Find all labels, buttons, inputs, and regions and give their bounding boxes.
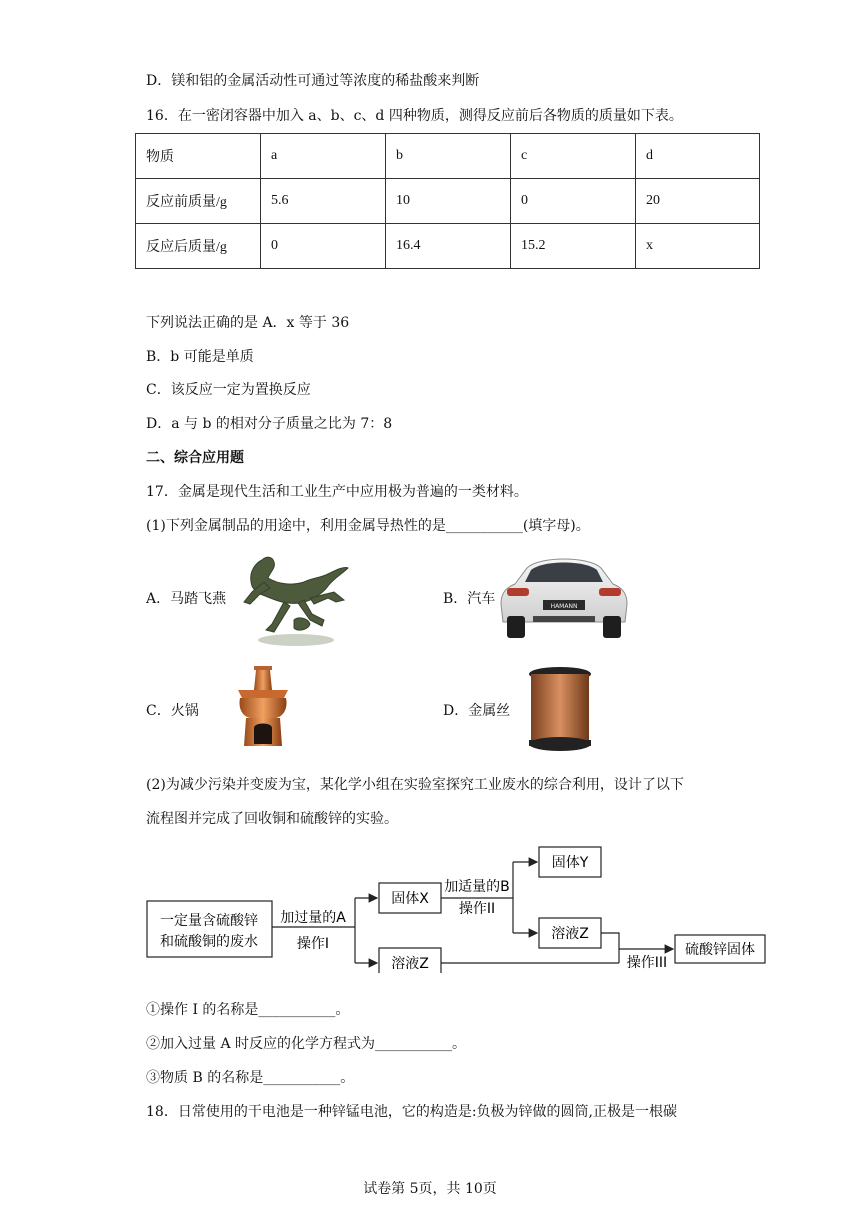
table-cell: x <box>636 224 760 269</box>
option-d-label: D．金属丝 <box>443 703 511 719</box>
table-cell: 0 <box>261 224 386 269</box>
table-cell: 反应后质量/g <box>136 224 261 269</box>
flow-step2-reagent: 加适量的B <box>444 879 510 895</box>
q16-stem: 16．在一密闭容器中加入 a、b、c、d 四种物质，测得反应前后各物质的质量如下表。 <box>146 108 683 124</box>
option-a-label: A．马踏飞燕 <box>146 591 227 607</box>
table-cell: b <box>386 134 511 179</box>
flow-solution-z-top: 溶液Z <box>551 926 589 942</box>
flow-solution-z-bottom: 溶液Z <box>391 956 429 972</box>
q16-option-b: B．b 可能是单质 <box>146 349 254 365</box>
table-row <box>136 224 760 269</box>
flow-start-line2: 和硫酸铜的废水 <box>160 934 258 950</box>
q15-option-d: D．镁和铝的金属活动性可通过等浓度的稀盐酸来判断 <box>146 73 480 89</box>
option-c-label: C．火锅 <box>146 703 199 719</box>
q17-sub3: ③物质 B 的名称是___________。 <box>146 1070 355 1086</box>
q17-sub1: ①操作 I 的名称是___________。 <box>146 1002 350 1018</box>
flowchart <box>145 843 770 973</box>
q17-part1: (1)下列金属制品的用途中，利用金属导热性的是___________(填字母)。 <box>146 518 590 534</box>
flow-solid-y: 固体Y <box>551 855 589 871</box>
wire-spool-image <box>527 666 593 752</box>
q16-option-c: C．该反应一定为置换反应 <box>146 382 311 398</box>
car-badge-text: HAMANN <box>550 603 578 610</box>
page-footer: 试卷第 5页，共 10页 <box>363 1181 497 1197</box>
table-cell: 反应前质量/g <box>136 179 261 224</box>
flow-step1-op: 操作I <box>296 936 330 952</box>
flow-start-line1: 一定量含硫酸锌 <box>160 913 258 929</box>
q16-prompt-option-a: 下列说法正确的是 A．x 等于 36 <box>146 315 350 331</box>
table-cell: 20 <box>636 179 760 224</box>
horse-statue-image <box>238 548 352 652</box>
q18-stem: 18．日常使用的干电池是一种锌锰电池，它的构造是:负极为锌做的圆筒,正极是一根碳 <box>146 1104 677 1120</box>
car-image <box>497 550 631 642</box>
flow-step2-op: 操作II <box>458 901 496 917</box>
table-row <box>136 134 760 179</box>
q17-sub2: ②加入过量 A 时反应的化学方程式为___________。 <box>146 1036 467 1052</box>
table-cell: d <box>636 134 760 179</box>
table-cell: c <box>511 134 636 179</box>
table-cell: 10 <box>386 179 511 224</box>
table-cell: 16.4 <box>386 224 511 269</box>
flow-solid-x: 固体X <box>391 891 429 907</box>
section-title: 二、综合应用题 <box>146 450 244 466</box>
hotpot-image <box>232 664 294 750</box>
q17-part2-line1: (2)为减少污染并变废为宝，某化学小组在实验室探究工业废水的综合利用，设计了以下 <box>146 777 684 793</box>
table-row <box>136 179 760 224</box>
table-cell: a <box>261 134 386 179</box>
q17-part2-line2: 流程图并完成了回收铜和硫酸锌的实验。 <box>146 811 398 827</box>
table-cell: 5.6 <box>261 179 386 224</box>
table-cell: 15.2 <box>511 224 636 269</box>
table-cell: 0 <box>511 179 636 224</box>
q16-option-d: D．a 与 b 的相对分子质量之比为 7：8 <box>146 416 393 432</box>
flow-step3-op: 操作III <box>626 955 668 971</box>
table-cell: 物质 <box>136 134 261 179</box>
flow-product: 硫酸锌固体 <box>685 942 755 958</box>
option-b-label: B．汽车 <box>443 591 496 607</box>
q17-stem: 17．金属是现代生活和工业生产中应用极为普遍的一类材料。 <box>146 484 528 500</box>
mass-table <box>135 133 760 269</box>
flow-step1-reagent: 加过量的A <box>280 910 346 926</box>
